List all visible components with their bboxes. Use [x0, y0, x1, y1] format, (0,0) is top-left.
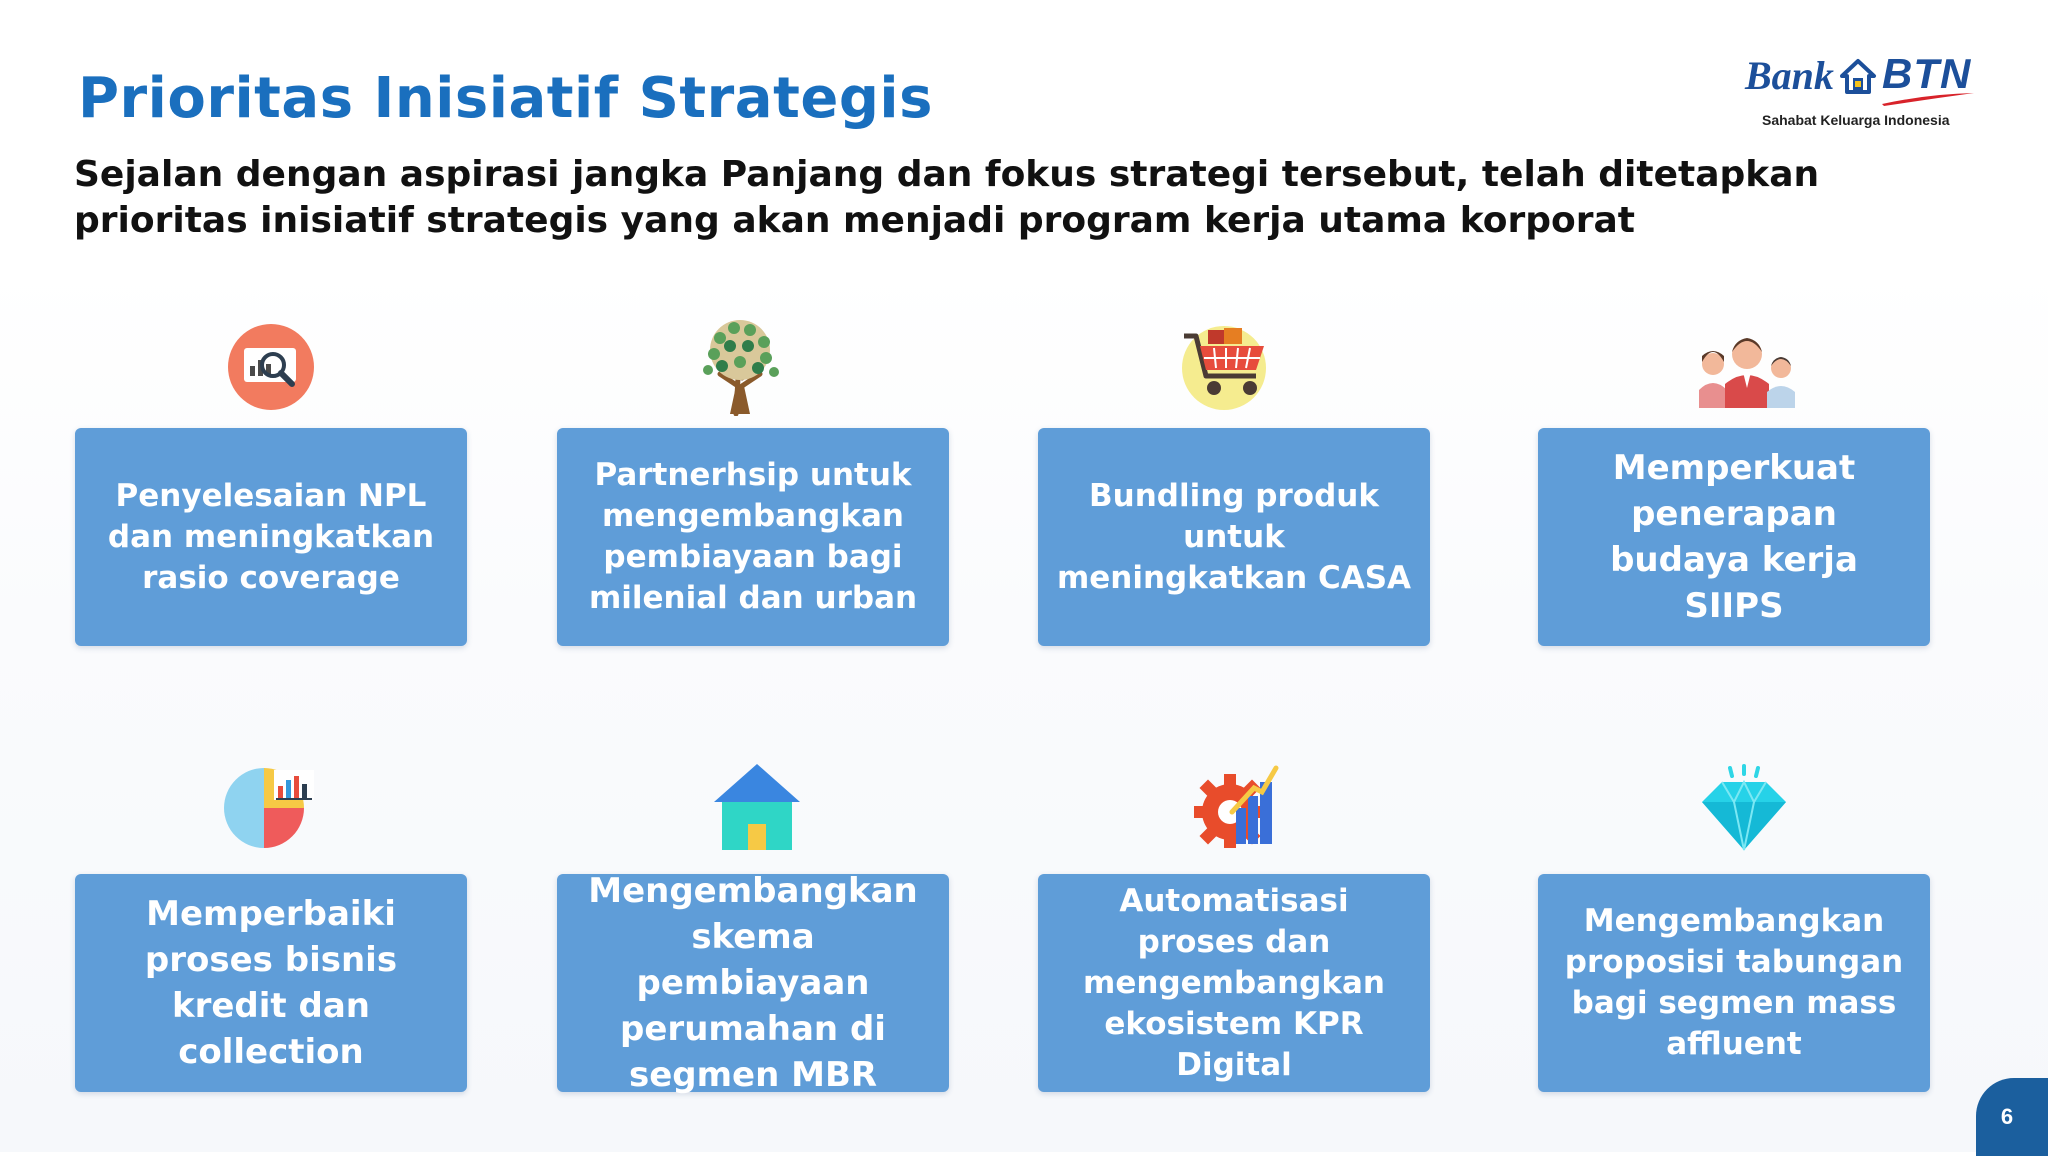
- initiative-label-4: Memperkuat penerapan budaya kerja SIIPS: [1610, 448, 1858, 626]
- magnifier-chart-icon: [226, 322, 316, 412]
- initiative-label-1: Penyelesaian NPL dan meningkatkan rasio coverage: [107, 477, 435, 596]
- initiative-label-7: Automatisasi proses dan mengembangkan ekosistem KPR Digital: [1083, 882, 1385, 1083]
- money-tree-icon: [690, 316, 790, 416]
- logo-btn-text: BTN: [1882, 50, 1972, 97]
- initiative-card-2: [557, 428, 949, 646]
- diamond-icon: [1700, 764, 1788, 852]
- pie-chart-icon: [222, 764, 316, 848]
- subtitle-line-1: Sejalan dengan aspirasi jangka Panjang dan fokus strategi tersebut, telah ditetapkan: [74, 154, 1820, 195]
- initiative-label-8: Mengembangkan proposisi tabungan bagi segmen mass affluent: [1564, 903, 1904, 1062]
- logo-bank-text: Bank: [1745, 53, 1834, 98]
- initiative-card-5: [75, 874, 467, 1092]
- page-title: Prioritas Inisiatif Strategis: [78, 66, 933, 131]
- subtitle-line-2: prioritas inisiatif strategis yang akan menjadi program kerja utama korporat: [74, 200, 1635, 241]
- initiative-label-5: Memperbaiki proses bisnis kredit dan collection: [144, 894, 398, 1072]
- initiative-card-7: [1038, 874, 1430, 1092]
- initiative-card-1: [75, 428, 467, 646]
- gear-growth-icon: [1192, 762, 1280, 850]
- initiative-label-2: Partnerhsip untuk mengembangkan pembiayaan bagi milenial dan urban: [588, 457, 918, 616]
- initiative-card-8: [1538, 874, 1930, 1092]
- initiative-label-6: Mengembangkan skema pembiayaan perumahan di segmen MBR: [588, 871, 918, 1095]
- initiative-card-3: [1038, 428, 1430, 646]
- page-subtitle: [74, 152, 1820, 244]
- bank-btn-logo: [1740, 52, 1980, 132]
- family-icon: [1695, 328, 1797, 408]
- house-icon: [712, 762, 802, 852]
- logo-house-icon: [1838, 56, 1878, 96]
- logo-swoosh-icon: [1880, 92, 1976, 106]
- shopping-cart-icon: [1180, 322, 1272, 412]
- initiative-card-4: [1538, 428, 1930, 646]
- page-number-badge: 6: [1976, 1078, 2048, 1156]
- initiative-card-6: [557, 871, 949, 1095]
- logo-tagline: Sahabat Keluarga Indonesia: [1762, 112, 1950, 128]
- initiative-label-3: Bundling produk untuk meningkatkan CASA: [1056, 477, 1412, 596]
